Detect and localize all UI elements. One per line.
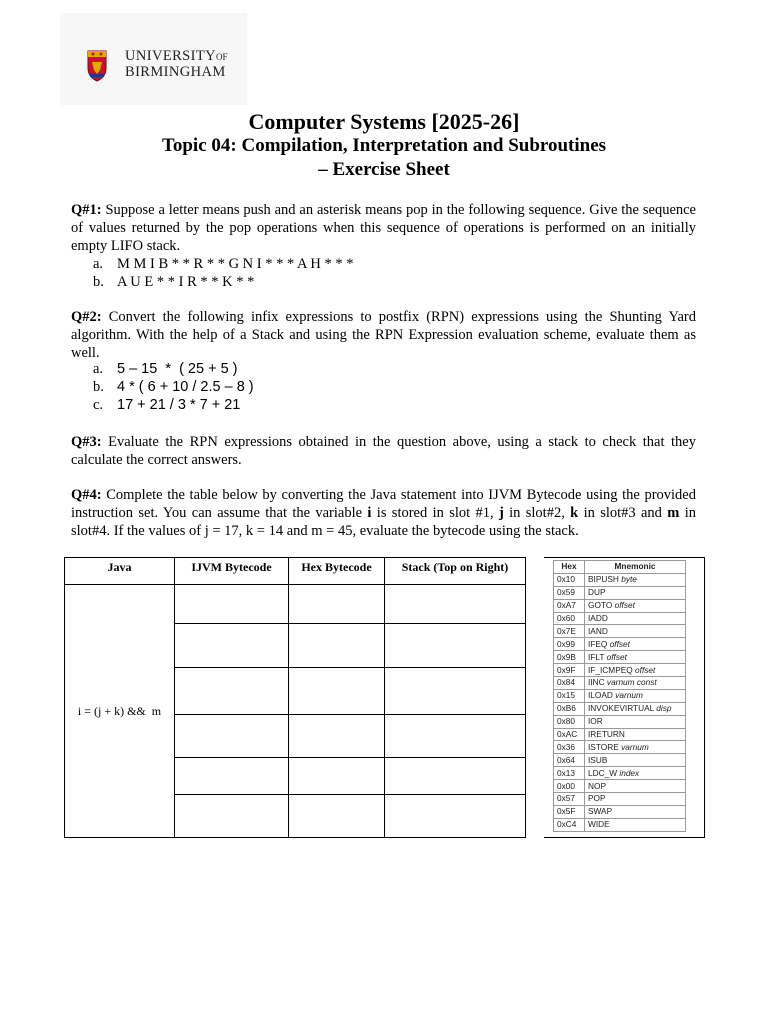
answer-cell[interactable] [289, 585, 385, 624]
instruction-op: IADD [588, 613, 608, 623]
instruction-row [554, 599, 686, 612]
instruction-arg: offset [635, 664, 656, 675]
list-item: a. M M I B * * R * * G N I * * * A H * * * [93, 256, 354, 272]
instruction-arg: offset [606, 651, 627, 662]
instruction-hex: 0x5F [554, 805, 585, 818]
page-subtitle: Topic 04: Compilation, Interpretation and Subroutines [161, 135, 607, 156]
question-1 [71, 201, 696, 256]
answer-cell[interactable] [175, 715, 289, 758]
instruction-hex: 0xB6 [554, 702, 585, 715]
question-1-text: Suppose a letter means push and an asterisk means pop in the following sequence. Give the sequence of values returned by the pop operations when this sequence of operations is performed on an initially empty LIFO stack. [71, 202, 696, 255]
instruction-mnemonic [585, 573, 686, 586]
instruction-op: DUP [588, 587, 606, 598]
question-4: Q#4: Complete the table below by converting the Java statement into IJVM Bytecode using the provided instruction set. You can assume that the variable i is stored in slot #1, j in slot#2, k in slot#3 and m in slot#4. If the values of j = 17, k = 14 and m = 45, evaluate the bytecode using the stack. [71, 487, 696, 540]
answer-cell[interactable] [385, 624, 526, 668]
instruction-op: IFLT [588, 651, 605, 662]
instruction-hex: 0x57 [554, 793, 585, 806]
table-header-row [65, 558, 526, 585]
instruction-mnemonic [585, 793, 686, 806]
instruction-op: ISTORE [588, 741, 619, 752]
question-3-text: Evaluate the RPN expressions obtained in the question above, using a stack to check that they calculate the correct answers. [71, 434, 696, 469]
instruction-hex: 0x00 [554, 780, 585, 793]
answer-cell[interactable] [289, 758, 385, 795]
java-statement-cell [65, 585, 175, 838]
instruction-op: POP [588, 793, 606, 804]
question-1-items [93, 255, 353, 291]
instruction-row [554, 793, 686, 806]
instruction-hex: 0x84 [554, 677, 585, 690]
answer-cell[interactable] [385, 795, 526, 838]
question-1-label: Q#1: [71, 202, 102, 218]
answer-cell[interactable] [289, 795, 385, 838]
table-row [65, 585, 526, 624]
answer-cell[interactable] [175, 668, 289, 715]
answer-cell[interactable] [385, 668, 526, 715]
instruction-mnemonic [585, 818, 686, 831]
instruction-row [554, 625, 686, 638]
instruction-op: IINC [588, 677, 605, 688]
instruction-arg: offset [614, 600, 635, 611]
column-header-stack: Stack (Top on Right) [385, 558, 526, 585]
answer-cell[interactable] [175, 758, 289, 795]
question-3-label: Q#3: [71, 434, 102, 450]
java-statement: i = (j + k) && m [77, 703, 162, 718]
instruction-mnemonic [585, 612, 686, 625]
instruction-op: NOP [588, 780, 606, 791]
column-header-hex: Hex Bytecode [289, 558, 385, 585]
answer-cell[interactable] [289, 715, 385, 758]
instruction-row [554, 780, 686, 793]
instruction-mnemonic [585, 651, 686, 664]
instruction-mnemonic [585, 677, 686, 690]
instruction-row [554, 573, 686, 586]
question-3 [71, 433, 696, 469]
instruction-mnemonic [585, 586, 686, 599]
instruction-row [554, 702, 686, 715]
instruction-hex: 0x7E [554, 625, 585, 638]
instruction-hex: 0x64 [554, 754, 585, 767]
column-header-ijvm: IJVM Bytecode [175, 558, 289, 585]
instruction-mnemonic [585, 767, 686, 780]
instruction-op: WIDE [588, 819, 610, 830]
instruction-row [554, 818, 686, 831]
instruction-arg: offset [609, 638, 630, 649]
question-2-label: Q#2: [71, 309, 102, 325]
exercise-table [64, 557, 526, 838]
instruction-arg: index [619, 767, 640, 778]
instruction-op: IRETURN [588, 729, 625, 740]
instruction-hex: 0x36 [554, 741, 585, 754]
instruction-arg: byte [621, 574, 637, 585]
instruction-op: INVOKEVIRTUAL [588, 703, 654, 714]
instruction-mnemonic [585, 805, 686, 818]
answer-cell[interactable] [385, 758, 526, 795]
instruction-mnemonic [585, 689, 686, 702]
instruction-op: SWAP [588, 806, 613, 817]
instruction-hex: 0x99 [554, 638, 585, 651]
instruction-hex: 0x80 [554, 715, 585, 728]
instruction-row [554, 638, 686, 651]
question-4-label: Q#4: [71, 487, 102, 503]
university-logo [60, 13, 247, 105]
column-header-java: Java [65, 558, 175, 585]
instruction-row [554, 805, 686, 818]
question-2-text: Convert the following infix expressions to postfix (RPN) expressions using the Shunting Yard algorithm. With the help of a Stack and using the RPN Expression evaluation scheme, evaluate them as well. [71, 309, 696, 362]
answer-cell[interactable] [175, 795, 289, 838]
instruction-mnemonic [585, 728, 686, 741]
instruction-hex: 0x9B [554, 651, 585, 664]
answer-cell[interactable] [385, 585, 526, 624]
page-subtitle-2: – Exercise Sheet [318, 159, 450, 180]
instruction-row [554, 741, 686, 754]
instruction-hex: 0x60 [554, 612, 585, 625]
instruction-op: BIPUSH [588, 574, 619, 585]
instruction-row [554, 664, 686, 677]
instruction-arg: varnum [615, 690, 643, 701]
instruction-row [554, 767, 686, 780]
instruction-row [554, 728, 686, 741]
instruction-mnemonic [585, 625, 686, 638]
instruction-op: ILOAD [588, 690, 613, 701]
university-name: UNIVERSITYOF BIRMINGHAM [125, 48, 228, 80]
column-header-hex: Hex [554, 561, 585, 574]
list-item: c. 17 + 21 / 3 * 7 + 21 [93, 397, 241, 414]
instruction-row [554, 677, 686, 690]
instruction-row [554, 586, 686, 599]
instruction-row [554, 651, 686, 664]
instruction-hex: 0xC4 [554, 818, 585, 831]
instruction-hex: 0xAC [554, 728, 585, 741]
answer-cell[interactable] [175, 624, 289, 668]
list-item: a. 5 – 15 * ( 25 + 5 ) [93, 361, 238, 377]
instruction-mnemonic [585, 754, 686, 767]
answer-cell[interactable] [385, 715, 526, 758]
instruction-arg: varnum [621, 741, 649, 752]
list-item: b. 4 * ( 6 + 10 / 2.5 – 8 ) [93, 379, 254, 396]
instruction-op: IOR [588, 716, 603, 727]
instruction-mnemonic [585, 741, 686, 754]
instruction-op: LDC_W [588, 767, 618, 778]
answer-cell[interactable] [175, 585, 289, 624]
instruction-mnemonic [585, 702, 686, 715]
instruction-op: GOTO [588, 600, 613, 611]
instruction-mnemonic [585, 664, 686, 677]
instruction-row [554, 754, 686, 767]
instruction-row [554, 689, 686, 702]
instruction-mnemonic [585, 638, 686, 651]
instruction-hex: 0x13 [554, 767, 585, 780]
instruction-set-table [553, 560, 686, 832]
instruction-row [554, 612, 686, 625]
instruction-mnemonic [585, 780, 686, 793]
question-2 [71, 308, 696, 363]
crest-icon [87, 50, 107, 82]
instruction-hex: 0x15 [554, 689, 585, 702]
page-title: Computer Systems [2025-26] [248, 109, 520, 134]
column-header-mnemonic: Mnemonic [585, 561, 686, 574]
table-header-row [554, 561, 686, 574]
question-2-items [93, 360, 254, 415]
instruction-op: IFEQ [588, 638, 608, 649]
instruction-arg: disp [656, 703, 672, 714]
instruction-hex: 0xA7 [554, 599, 585, 612]
instruction-hex: 0x59 [554, 586, 585, 599]
list-item: b. A U E * * I R * * K * * [93, 274, 255, 291]
instruction-mnemonic [585, 715, 686, 728]
instruction-arg: varnum const [606, 677, 657, 688]
instruction-row [554, 715, 686, 728]
instruction-op: IAND [588, 625, 608, 636]
instruction-op: ISUB [588, 754, 608, 765]
answer-cell[interactable] [289, 624, 385, 668]
answer-cell[interactable] [289, 668, 385, 715]
instruction-op: IF_ICMPEQ [588, 664, 633, 675]
instruction-hex: 0x10 [554, 573, 585, 586]
instruction-mnemonic [585, 599, 686, 612]
instruction-hex: 0x9F [554, 664, 585, 677]
